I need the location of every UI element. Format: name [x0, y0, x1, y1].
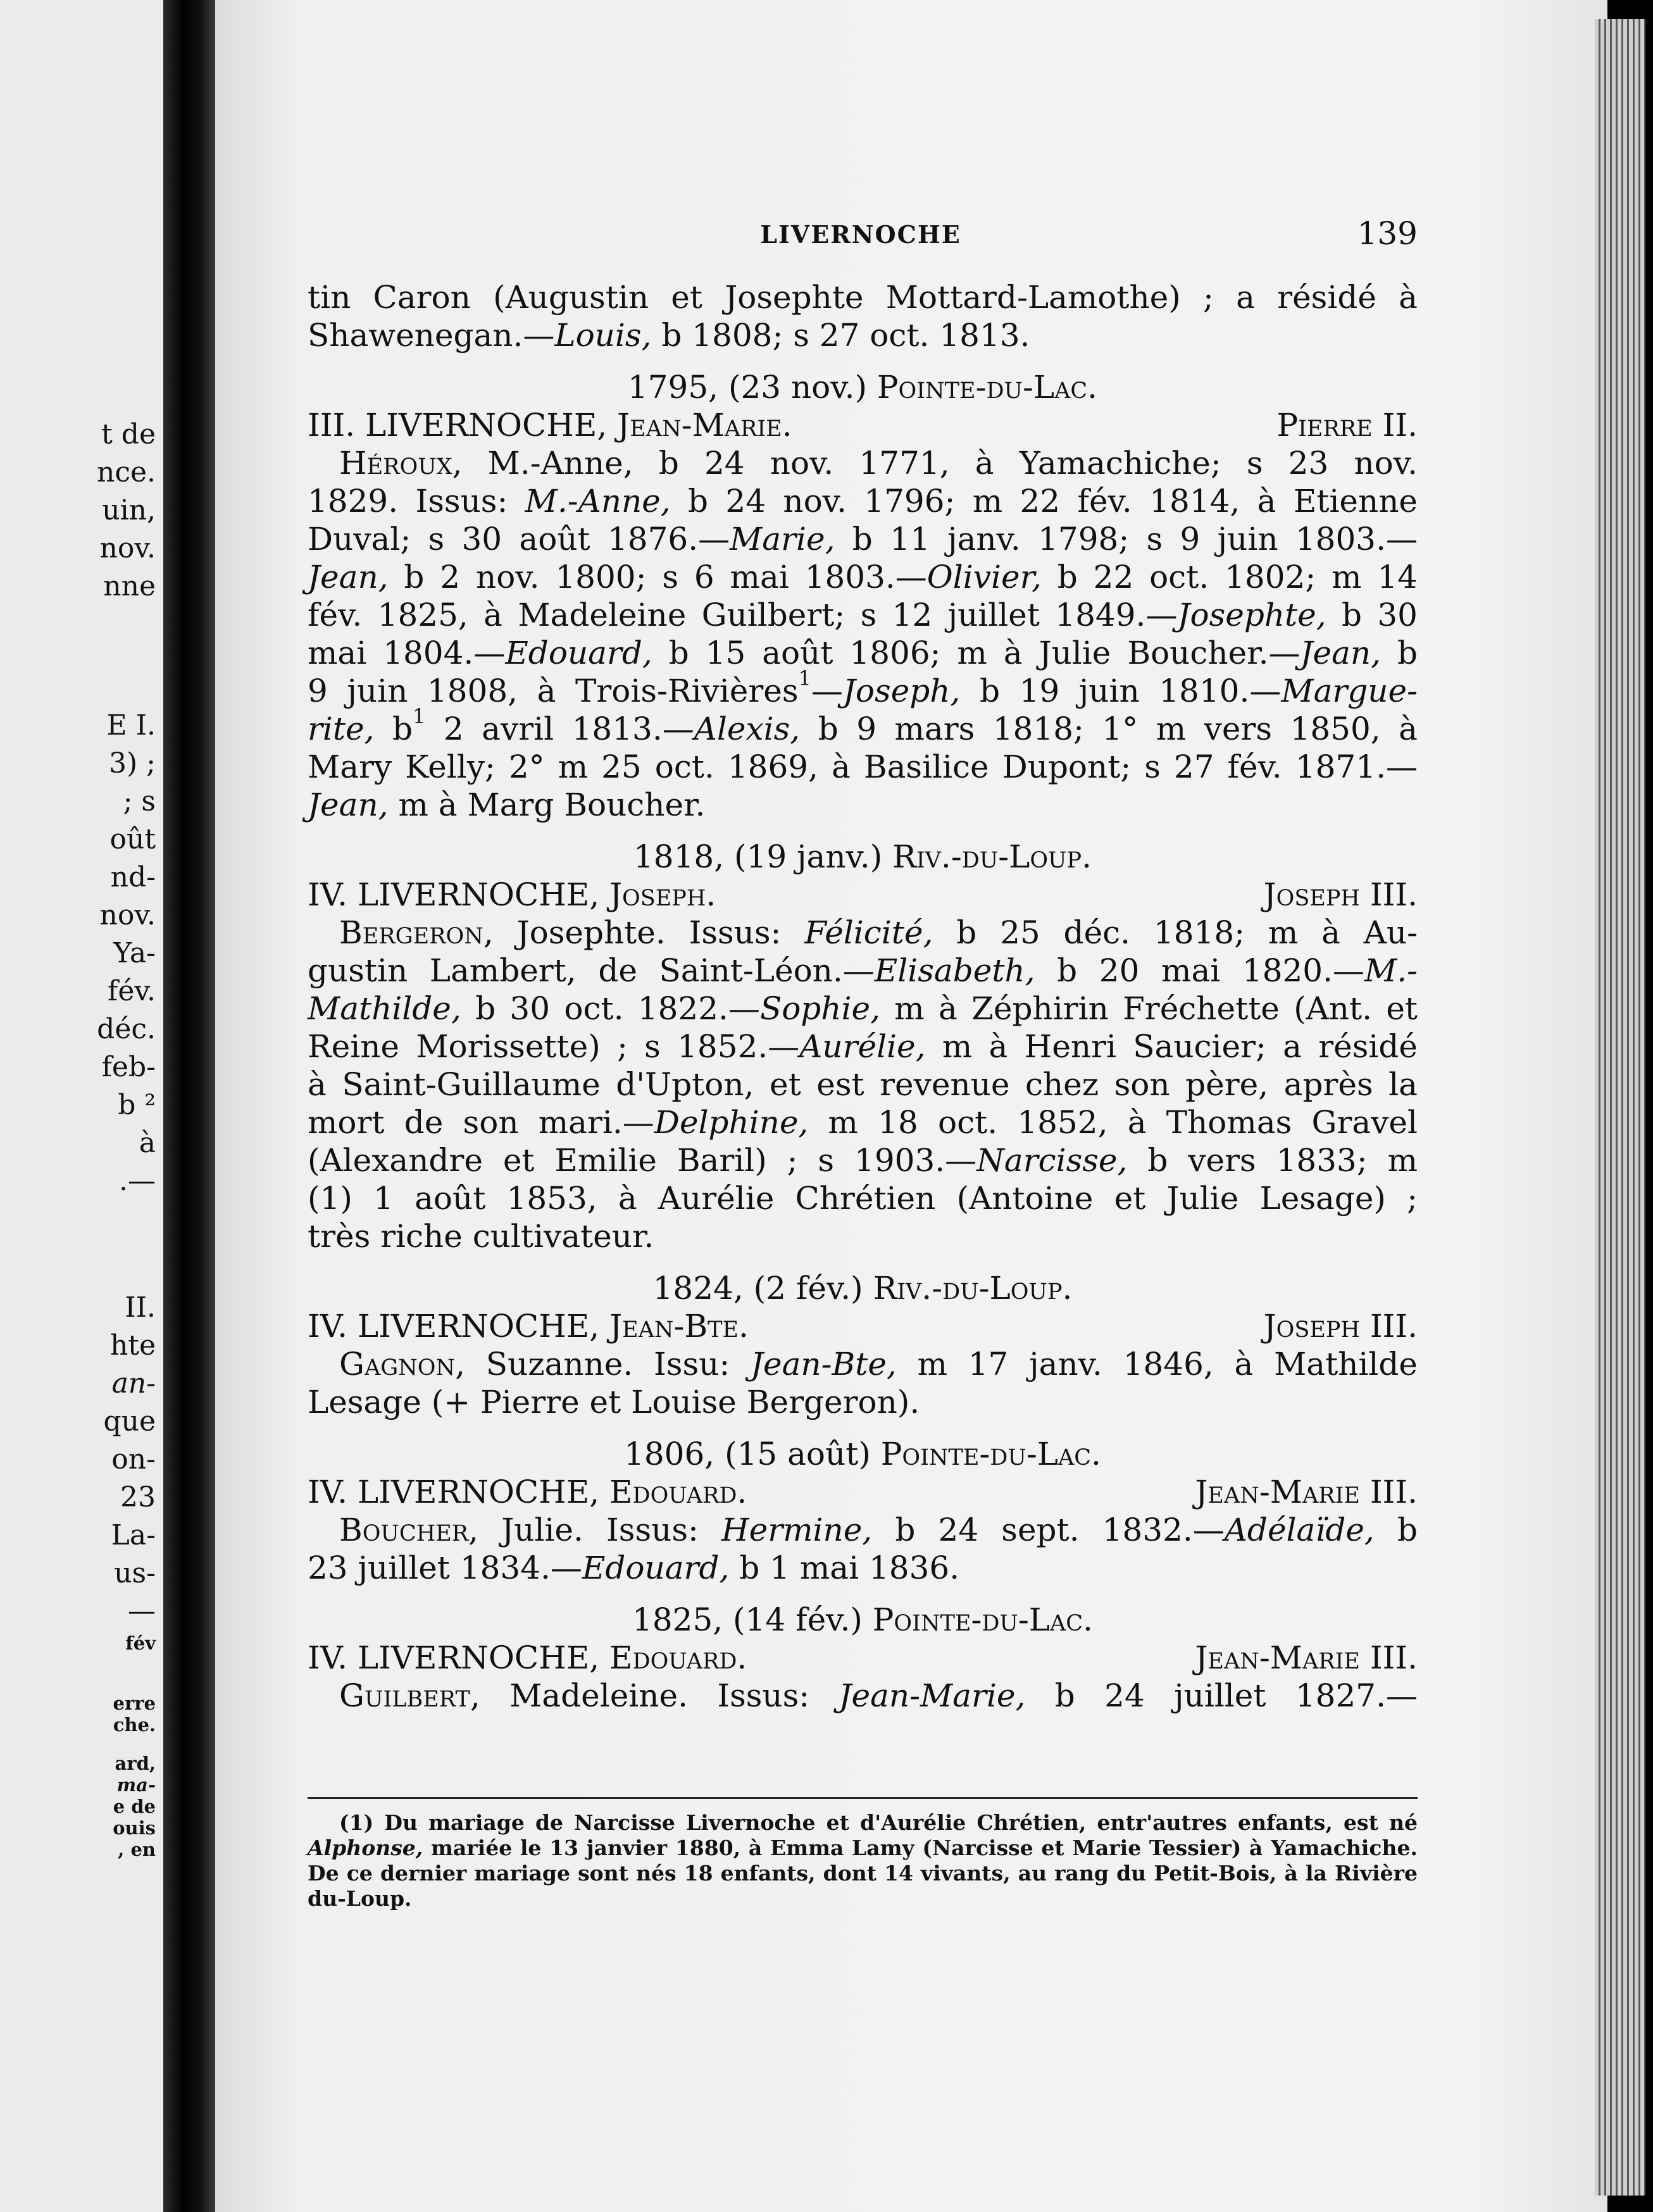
left-fragment: II. [125, 1291, 156, 1324]
left-fragment: La- [111, 1519, 156, 1551]
left-fragment: erre [113, 1693, 156, 1714]
left-fragment: ma- [116, 1774, 156, 1796]
marriage-line: 1818, (19 janv.) Riv.-du-Loup. [633, 838, 1092, 875]
footnote [308, 1797, 1418, 1911]
text-line: 1829. Issus: M.-Anne, b 24 nov. 1796; m 22 fév. 1814, à Etienne [308, 483, 1418, 519]
left-fragment: fév. [108, 975, 156, 1007]
left-fragment: nov. [99, 899, 156, 931]
left-fragment: e de [113, 1796, 156, 1817]
text-line: très riche cultivateur. [308, 1218, 654, 1255]
left-fragment: ; s [123, 785, 156, 817]
footnote-line: Alphonse, mariée le 13 janvier 1880, à Emma Lamy (Narcisse et Marie Tessier) à Yamachiche. [308, 1836, 1418, 1860]
footnote-line: De ce dernier mariage sont nés 18 enfants, dont 14 vivants, au rang du Petit-Bois, à la Rivière [308, 1861, 1418, 1886]
text-line: (Alexandre et Emilie Baril) ; s 1903.—Narcisse, b vers 1833; m [308, 1142, 1418, 1179]
family-heading: IV. LIVERNOCHE, Edouard. Jean-Marie III. [308, 1474, 1418, 1510]
text-line: 23 juillet 1834.—Edouard, b 1 mai 1836. [308, 1550, 960, 1586]
text-line: Mathilde, b 30 oct. 1822.—Sophie, m à Zéphirin Fréchette (Ant. et [308, 990, 1418, 1027]
left-fragment: à [139, 1127, 156, 1159]
text-line: Reine Morissette) ; s 1852.—Aurélie, m à Henri Saucier; a résidé [308, 1028, 1418, 1065]
left-fragment: nce. [96, 456, 156, 488]
family-heading: IV. LIVERNOCHE, Jean-Bte. Joseph III. [308, 1308, 1418, 1345]
footnote-line: (1) Du mariage de Narcisse Livernoche et d'Aurélie Chrétien, entr'autres enfants, est né [339, 1810, 1418, 1835]
left-fragment: ouis [113, 1817, 156, 1839]
left-fragment: hte [109, 1329, 156, 1362]
marriage-line: 1825, (14 fév.) Pointe-du-Lac. [632, 1601, 1093, 1638]
family-heading: IV. LIVERNOCHE, Edouard. Jean-Marie III. [308, 1639, 1418, 1676]
footnote-line: du-Loup. [308, 1886, 412, 1911]
left-fragment: oût [109, 823, 156, 855]
marriage-line: 1806, (15 août) Pointe-du-Lac. [624, 1436, 1101, 1472]
text-line: rite, $b^1$ 2 avril 1813.—Alexis, b 9 mars 1818; 1° m vers 1850, à [308, 704, 1418, 747]
text-line: Shawenegan.—Louis, b 1808; s 27 oct. 1813. [308, 317, 1030, 354]
text-line: mort de son mari.—Delphine, m 18 oct. 1852, à Thomas Gravel [308, 1104, 1418, 1141]
left-fragment: on- [111, 1443, 156, 1476]
page-header [304, 215, 1418, 259]
marriage-line: 1795, (23 nov.) Pointe-du-Lac. [627, 369, 1098, 406]
text-line: Gagnon, Suzanne. Issu: Jean-Bte, m 17 janv. 1846, à Mathilde [339, 1346, 1418, 1382]
left-fragment: E I. [106, 709, 156, 742]
left-fragment: que [103, 1405, 156, 1438]
page-edges [1595, 19, 1645, 2196]
left-fragment: us- [114, 1557, 156, 1589]
text-line: Jean, m à Marg Boucher. [308, 786, 706, 823]
marriage-line: 1824, (2 fév.) Riv.-du-Loup. [652, 1270, 1073, 1307]
text-line: mai 1804.—Edouard, b 15 août 1806; m à Julie Boucher.—Jean, b [308, 635, 1418, 671]
left-fragment: b ² [118, 1089, 156, 1121]
left-page-fragment [0, 0, 163, 2212]
text-line: (1) 1 août 1853, à Aurélie Chrétien (Antoine et Julie Lesage) ; [308, 1180, 1418, 1217]
left-fragment: t de [101, 418, 156, 450]
text-line: Héroux, M.-Anne, b 24 nov. 1771, à Yamachiche; s 23 nov. [339, 445, 1418, 482]
left-fragment: déc. [97, 1013, 156, 1045]
left-fragment: .— [119, 1165, 156, 1197]
left-fragment: 3) ; [109, 747, 156, 780]
left-fragment: nd- [110, 861, 156, 893]
left-fragment: 23 [120, 1481, 156, 1513]
text-line: Bergeron, Josephte. Issus: Félicité, b 25 déc. 1818; m à Au- [339, 914, 1418, 951]
left-fragment: ard, [115, 1753, 156, 1774]
left-fragment: fév [125, 1632, 156, 1654]
footnote-ref: 1 [798, 666, 811, 690]
text-line: 9 juin 1808, à Trois-Rivières$^1$—Joseph, b 19 juin 1810.—Margue- [308, 666, 1418, 709]
text-line: fév. 1825, à Madeleine Guilbert; s 12 juillet 1849.—Josephte, b 30 [308, 597, 1418, 633]
text-line: gustin Lambert, de Saint-Léon.—Elisabeth, b 20 mai 1820.—M.- [308, 952, 1418, 989]
text-line: Boucher, Julie. Issus: Hermine, b 24 sept. 1832.—Adélaïde, b [339, 1512, 1418, 1548]
text-line: Lesage (+ Pierre et Louise Bergeron). [308, 1384, 920, 1420]
left-fragment: che. [113, 1714, 156, 1736]
text-line: Duval; s 30 août 1876.—Marie, b 11 janv. 1798; s 9 juin 1803.— [308, 521, 1418, 557]
left-fragment: , en [118, 1839, 156, 1860]
text-line: tin Caron (Augustin et Josephte Mottard-Lamothe) ; a résidé à [308, 279, 1418, 316]
footnote-ref: 1 [412, 704, 426, 728]
text-line: Jean, b 2 nov. 1800; s 6 mai 1803.—Olivier, b 22 oct. 1802; m 14 [308, 559, 1418, 595]
left-fragment: uin, [102, 494, 156, 526]
left-fragment: nne [103, 570, 156, 602]
left-fragment: feb- [101, 1051, 156, 1083]
text-line: à Saint-Guillaume d'Upton, et est revenue chez son père, après la [308, 1066, 1418, 1103]
left-fragment: — [128, 1595, 156, 1627]
text-line: Guilbert, Madeleine. Issus: Jean-Marie, b 24 juillet 1827.— [339, 1677, 1418, 1714]
page-number: 139 [1357, 215, 1418, 252]
left-fragment: Ya- [113, 937, 156, 969]
family-heading: III. LIVERNOCHE, Jean-Marie. Pierre II. [308, 407, 1418, 444]
family-heading: IV. LIVERNOCHE, Joseph. Joseph III. [308, 876, 1418, 913]
left-fragment: an- [111, 1367, 156, 1400]
text-line: Mary Kelly; 2° m 25 oct. 1869, à Basilice Dupont; s 27 fév. 1871.— [308, 749, 1418, 785]
running-title: LIVERNOCHE [760, 220, 961, 249]
main-text [308, 278, 1418, 1715]
book-gutter [163, 0, 215, 2212]
left-fragment: nov. [99, 532, 156, 564]
